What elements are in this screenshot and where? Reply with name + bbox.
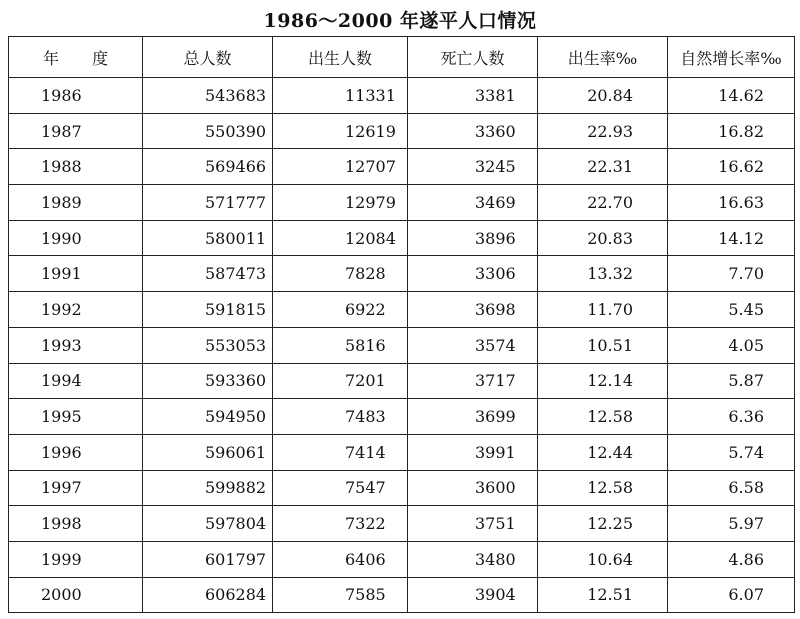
cell-natural-growth-rate: 14.12 (668, 220, 795, 256)
cell-birth-rate: 20.83 (538, 220, 668, 256)
cell-birth-rate: 20.84 (538, 78, 668, 114)
cell-deaths: 3574 (408, 327, 538, 363)
cell-deaths: 3751 (408, 506, 538, 542)
cell-birth-rate: 12.44 (538, 434, 668, 470)
cell-births: 12084 (273, 220, 408, 256)
header-total-population: 总人数 (143, 37, 273, 78)
cell-births: 12979 (273, 185, 408, 221)
table-row (9, 256, 795, 292)
cell-year: 1993 (9, 327, 143, 363)
population-table (8, 36, 795, 613)
cell-total-population: 591815 (143, 292, 273, 328)
cell-births: 7414 (273, 434, 408, 470)
cell-deaths: 3381 (408, 78, 538, 114)
cell-births: 6406 (273, 541, 408, 577)
table-row (9, 292, 795, 328)
page-title: 1986～2000 年遂平人口情况 (263, 10, 537, 32)
cell-deaths: 3480 (408, 541, 538, 577)
cell-total-population: 580011 (143, 220, 273, 256)
cell-natural-growth-rate: 7.70 (668, 256, 795, 292)
header-births: 出生人数 (273, 37, 408, 78)
cell-births: 7322 (273, 506, 408, 542)
cell-year: 1995 (9, 399, 143, 435)
cell-total-population: 599882 (143, 470, 273, 506)
cell-birth-rate: 10.51 (538, 327, 668, 363)
cell-year: 1992 (9, 292, 143, 328)
cell-deaths: 3306 (408, 256, 538, 292)
table-row (9, 149, 795, 185)
cell-deaths: 3469 (408, 185, 538, 221)
cell-births: 12707 (273, 149, 408, 185)
cell-total-population: 571777 (143, 185, 273, 221)
cell-births: 11331 (273, 78, 408, 114)
table-row (9, 185, 795, 221)
cell-births: 7585 (273, 577, 408, 613)
cell-natural-growth-rate: 4.86 (668, 541, 795, 577)
header-year: 年 度 (9, 37, 143, 78)
table-row (9, 577, 795, 613)
cell-natural-growth-rate: 16.62 (668, 149, 795, 185)
table-header-row (9, 37, 795, 78)
cell-natural-growth-rate: 6.07 (668, 577, 795, 613)
cell-total-population: 553053 (143, 327, 273, 363)
cell-total-population: 550390 (143, 113, 273, 149)
cell-natural-growth-rate: 5.45 (668, 292, 795, 328)
cell-birth-rate: 12.58 (538, 470, 668, 506)
header-deaths: 死亡人数 (408, 37, 538, 78)
cell-year: 1998 (9, 506, 143, 542)
cell-total-population: 594950 (143, 399, 273, 435)
cell-year: 1991 (9, 256, 143, 292)
cell-year: 1994 (9, 363, 143, 399)
cell-births: 7483 (273, 399, 408, 435)
cell-birth-rate: 10.64 (538, 541, 668, 577)
cell-birth-rate: 22.93 (538, 113, 668, 149)
table-row (9, 399, 795, 435)
cell-deaths: 3896 (408, 220, 538, 256)
header-birth-rate: 出生率‰ (538, 37, 668, 78)
cell-year: 1996 (9, 434, 143, 470)
cell-year: 1987 (9, 113, 143, 149)
cell-year: 1988 (9, 149, 143, 185)
table-row (9, 434, 795, 470)
cell-births: 5816 (273, 327, 408, 363)
table-row (9, 220, 795, 256)
cell-natural-growth-rate: 16.63 (668, 185, 795, 221)
cell-natural-growth-rate: 5.97 (668, 506, 795, 542)
cell-deaths: 3717 (408, 363, 538, 399)
cell-year: 1999 (9, 541, 143, 577)
table-row (9, 327, 795, 363)
cell-births: 7828 (273, 256, 408, 292)
cell-total-population: 587473 (143, 256, 273, 292)
cell-births: 7201 (273, 363, 408, 399)
cell-birth-rate: 22.70 (538, 185, 668, 221)
table-row (9, 506, 795, 542)
cell-year: 1990 (9, 220, 143, 256)
cell-births: 7547 (273, 470, 408, 506)
table-row (9, 363, 795, 399)
cell-natural-growth-rate: 14.62 (668, 78, 795, 114)
cell-year: 1997 (9, 470, 143, 506)
table-row (9, 470, 795, 506)
cell-natural-growth-rate: 5.87 (668, 363, 795, 399)
cell-natural-growth-rate: 16.82 (668, 113, 795, 149)
cell-natural-growth-rate: 5.74 (668, 434, 795, 470)
cell-birth-rate: 22.31 (538, 149, 668, 185)
cell-birth-rate: 12.14 (538, 363, 668, 399)
cell-deaths: 3698 (408, 292, 538, 328)
cell-total-population: 597804 (143, 506, 273, 542)
header-natural-growth-rate: 自然增长率‰ (668, 37, 795, 78)
table-row (9, 113, 795, 149)
cell-total-population: 543683 (143, 78, 273, 114)
cell-birth-rate: 11.70 (538, 292, 668, 328)
cell-total-population: 606284 (143, 577, 273, 613)
cell-deaths: 3600 (408, 470, 538, 506)
cell-births: 12619 (273, 113, 408, 149)
cell-birth-rate: 12.58 (538, 399, 668, 435)
cell-natural-growth-rate: 6.58 (668, 470, 795, 506)
cell-natural-growth-rate: 6.36 (668, 399, 795, 435)
cell-deaths: 3699 (408, 399, 538, 435)
table-body (9, 78, 795, 613)
cell-deaths: 3360 (408, 113, 538, 149)
cell-birth-rate: 12.25 (538, 506, 668, 542)
cell-birth-rate: 12.51 (538, 577, 668, 613)
cell-birth-rate: 13.32 (538, 256, 668, 292)
cell-deaths: 3904 (408, 577, 538, 613)
cell-births: 6922 (273, 292, 408, 328)
cell-year: 1989 (9, 185, 143, 221)
cell-total-population: 596061 (143, 434, 273, 470)
cell-year: 1986 (9, 78, 143, 114)
cell-total-population: 593360 (143, 363, 273, 399)
cell-year: 2000 (9, 577, 143, 613)
table-row (9, 78, 795, 114)
cell-deaths: 3245 (408, 149, 538, 185)
cell-deaths: 3991 (408, 434, 538, 470)
cell-total-population: 601797 (143, 541, 273, 577)
table-row (9, 541, 795, 577)
cell-natural-growth-rate: 4.05 (668, 327, 795, 363)
cell-total-population: 569466 (143, 149, 273, 185)
